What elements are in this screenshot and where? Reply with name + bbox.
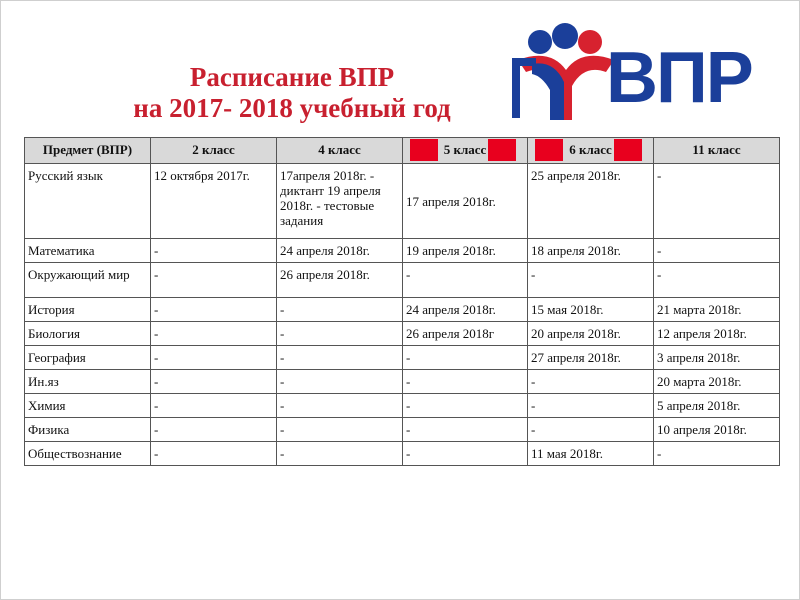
cell-grade-4: - [277, 298, 403, 322]
title-line-1: Расписание ВПР [189, 62, 395, 92]
cell-grade-2: - [151, 394, 277, 418]
cell-subject: Химия [25, 394, 151, 418]
cell-grade-5: 19 апреля 2018г. [403, 239, 528, 263]
cell-grade-6: - [528, 263, 654, 298]
cell-grade-11: - [654, 263, 780, 298]
cell-grade-11: 10 апреля 2018г. [654, 418, 780, 442]
cell-grade-6: - [528, 394, 654, 418]
cell-grade-5: 17 апреля 2018г. [403, 164, 528, 239]
cell-grade-11: 21 марта 2018г. [654, 298, 780, 322]
cell-grade-5: - [403, 394, 528, 418]
header-grade-5 [403, 138, 528, 164]
table-row [25, 298, 780, 322]
cell-grade-4: - [277, 322, 403, 346]
cell-grade-11: 20 марта 2018г. [654, 370, 780, 394]
cell-grade-2: - [151, 418, 277, 442]
cell-grade-4: - [277, 370, 403, 394]
table-row [25, 442, 780, 466]
cell-grade-2: - [151, 370, 277, 394]
cell-grade-11: 5 апреля 2018г. [654, 394, 780, 418]
cell-grade-11: 12 апреля 2018г. [654, 322, 780, 346]
cell-grade-6: - [528, 370, 654, 394]
cell-grade-6: 15 мая 2018г. [528, 298, 654, 322]
header-grade-2: 2 класс [151, 138, 277, 164]
header-grade-4: 4 класс [277, 138, 403, 164]
cell-grade-5: - [403, 442, 528, 466]
table-row [25, 346, 780, 370]
header-subject: Предмет (ВПР) [25, 138, 151, 164]
cell-grade-2: - [151, 239, 277, 263]
cell-grade-2: 12 октября 2017г. [151, 164, 277, 239]
header-grade-11: 11 класс [654, 138, 780, 164]
cell-grade-5: - [403, 418, 528, 442]
cell-subject: Математика [25, 239, 151, 263]
cell-subject: Биология [25, 322, 151, 346]
cell-grade-5: - [403, 346, 528, 370]
cell-grade-4: - [277, 394, 403, 418]
cell-grade-2: - [151, 346, 277, 370]
cell-subject: История [25, 298, 151, 322]
cell-grade-11: 3 апреля 2018г. [654, 346, 780, 370]
header-grade-5-label: 5 класс [443, 142, 487, 157]
cell-grade-4: - [277, 442, 403, 466]
cell-subject: Физика [25, 418, 151, 442]
cell-subject: Окружающий мир [25, 263, 151, 298]
header-grade-6 [528, 138, 654, 164]
cell-grade-4: 24 апреля 2018г. [277, 239, 403, 263]
title-line-2: на 2017- 2018 учебный год [133, 93, 451, 123]
table-row [25, 263, 780, 298]
cell-grade-6: 18 апреля 2018г. [528, 239, 654, 263]
table-row [25, 239, 780, 263]
cell-grade-6: 25 апреля 2018г. [528, 164, 654, 239]
table-row [25, 418, 780, 442]
cell-grade-2: - [151, 298, 277, 322]
cell-grade-4: 17апреля 2018г. - диктант 19 апреля 2018г. - тестовые задания [277, 164, 403, 239]
table-row [25, 370, 780, 394]
cell-subject: Обществознание [25, 442, 151, 466]
table-header-row [25, 138, 780, 164]
header-grade-6-label: 6 класс [569, 142, 612, 157]
table-row [25, 394, 780, 418]
cell-grade-5: - [403, 370, 528, 394]
cell-grade-4: - [277, 418, 403, 442]
cell-grade-5: 26 апреля 2018г [403, 322, 528, 346]
cell-grade-4: 26 апреля 2018г. [277, 263, 403, 298]
cell-grade-2: - [151, 322, 277, 346]
schedule-table [24, 137, 780, 466]
cell-subject: Русский язык [25, 164, 151, 239]
cell-grade-11: - [654, 239, 780, 263]
cell-grade-11: - [654, 442, 780, 466]
cell-grade-6: - [528, 418, 654, 442]
cell-grade-5: 24 апреля 2018г. [403, 298, 528, 322]
cell-grade-2: - [151, 263, 277, 298]
cell-grade-6: 27 апреля 2018г. [528, 346, 654, 370]
table-row [25, 164, 780, 239]
cell-grade-11: - [654, 164, 780, 239]
cell-grade-2: - [151, 442, 277, 466]
vpr-logo-text: ВПР [606, 38, 752, 118]
cell-subject: География [25, 346, 151, 370]
cell-grade-6: 20 апреля 2018г. [528, 322, 654, 346]
cell-subject: Ин.яз [25, 370, 151, 394]
page-title [112, 62, 472, 124]
cell-grade-5: - [403, 263, 528, 298]
cell-grade-6: 11 мая 2018г. [528, 442, 654, 466]
cell-grade-4: - [277, 346, 403, 370]
table-row [25, 322, 780, 346]
